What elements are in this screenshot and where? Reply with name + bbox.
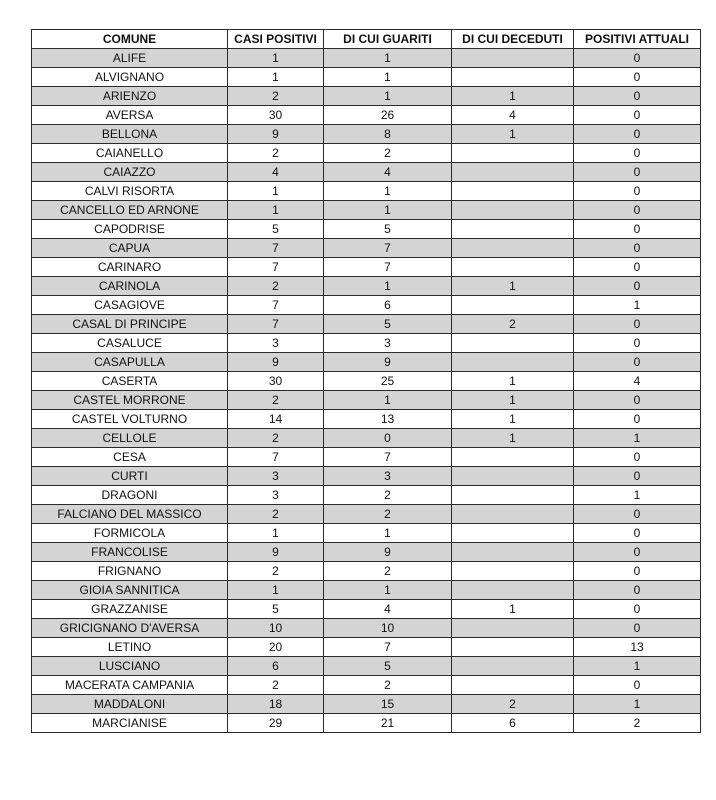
table-row	[32, 695, 701, 714]
cell-comune: CAIANELLO	[32, 144, 228, 163]
covid-cases-table	[31, 29, 701, 733]
cell-di-cui-guariti: 1	[324, 201, 452, 220]
cell-comune: DRAGONI	[32, 486, 228, 505]
cell-positivi-attuali: 0	[574, 49, 701, 68]
table-row	[32, 410, 701, 429]
cell-comune: LUSCIANO	[32, 657, 228, 676]
cell-positivi-attuali: 1	[574, 296, 701, 315]
table-row	[32, 144, 701, 163]
cell-casi-positivi: 20	[228, 638, 324, 657]
cell-di-cui-guariti: 9	[324, 353, 452, 372]
cell-positivi-attuali: 0	[574, 619, 701, 638]
cell-positivi-attuali: 1	[574, 486, 701, 505]
cell-di-cui-guariti: 1	[324, 277, 452, 296]
cell-di-cui-guariti: 2	[324, 676, 452, 695]
cell-di-cui-guariti: 5	[324, 657, 452, 676]
table-row	[32, 125, 701, 144]
cell-casi-positivi: 14	[228, 410, 324, 429]
cell-comune: BELLONA	[32, 125, 228, 144]
cell-positivi-attuali: 0	[574, 258, 701, 277]
cell-di-cui-guariti: 26	[324, 106, 452, 125]
cell-comune: CASERTA	[32, 372, 228, 391]
cell-casi-positivi: 9	[228, 125, 324, 144]
cell-comune: CASTEL VOLTURNO	[32, 410, 228, 429]
cell-casi-positivi: 6	[228, 657, 324, 676]
cell-di-cui-deceduti	[452, 353, 574, 372]
cell-di-cui-guariti: 10	[324, 619, 452, 638]
table-row	[32, 353, 701, 372]
cell-comune: CURTI	[32, 467, 228, 486]
header-casi-positivi: CASI POSITIVI	[228, 30, 324, 49]
cell-positivi-attuali: 0	[574, 467, 701, 486]
cell-di-cui-guariti: 9	[324, 543, 452, 562]
table-header-row	[32, 30, 701, 49]
cell-positivi-attuali: 0	[574, 106, 701, 125]
cell-casi-positivi: 5	[228, 600, 324, 619]
cell-comune: CANCELLO ED ARNONE	[32, 201, 228, 220]
cell-di-cui-deceduti	[452, 562, 574, 581]
cell-comune: GRICIGNANO D'AVERSA	[32, 619, 228, 638]
table-row	[32, 372, 701, 391]
table-row	[32, 258, 701, 277]
cell-positivi-attuali: 1	[574, 695, 701, 714]
header-di-cui-guariti: DI CUI GUARITI	[324, 30, 452, 49]
cell-positivi-attuali: 0	[574, 277, 701, 296]
cell-casi-positivi: 7	[228, 258, 324, 277]
cell-comune: GIOIA SANNITICA	[32, 581, 228, 600]
cell-di-cui-deceduti: 1	[452, 429, 574, 448]
cell-positivi-attuali: 0	[574, 68, 701, 87]
cell-di-cui-deceduti: 2	[452, 315, 574, 334]
cell-di-cui-guariti: 1	[324, 524, 452, 543]
table-row	[32, 296, 701, 315]
table-row	[32, 239, 701, 258]
cell-comune: CAPUA	[32, 239, 228, 258]
cell-di-cui-deceduti: 1	[452, 125, 574, 144]
cell-comune: CASAL DI PRINCIPE	[32, 315, 228, 334]
cell-casi-positivi: 2	[228, 562, 324, 581]
cell-comune: AVERSA	[32, 106, 228, 125]
cell-casi-positivi: 3	[228, 467, 324, 486]
cell-di-cui-guariti: 1	[324, 581, 452, 600]
cell-di-cui-guariti: 13	[324, 410, 452, 429]
cell-positivi-attuali: 0	[574, 448, 701, 467]
table-row	[32, 543, 701, 562]
cell-di-cui-guariti: 1	[324, 49, 452, 68]
table-row	[32, 676, 701, 695]
cell-positivi-attuali: 0	[574, 505, 701, 524]
table-row	[32, 429, 701, 448]
cell-comune: ALIFE	[32, 49, 228, 68]
cell-di-cui-guariti: 3	[324, 334, 452, 353]
cell-di-cui-guariti: 1	[324, 68, 452, 87]
cell-comune: FRIGNANO	[32, 562, 228, 581]
cell-di-cui-deceduti: 1	[452, 600, 574, 619]
cell-di-cui-deceduti	[452, 239, 574, 258]
cell-casi-positivi: 29	[228, 714, 324, 733]
table-body	[32, 49, 701, 733]
table-row	[32, 619, 701, 638]
cell-comune: CASAGIOVE	[32, 296, 228, 315]
table-row	[32, 714, 701, 733]
cell-di-cui-deceduti	[452, 638, 574, 657]
header-comune: COMUNE	[32, 30, 228, 49]
cell-comune: MADDALONI	[32, 695, 228, 714]
cell-positivi-attuali: 0	[574, 201, 701, 220]
table-row	[32, 49, 701, 68]
cell-casi-positivi: 10	[228, 619, 324, 638]
cell-comune: FORMICOLA	[32, 524, 228, 543]
cell-positivi-attuali: 1	[574, 657, 701, 676]
cell-di-cui-deceduti	[452, 163, 574, 182]
table-row	[32, 486, 701, 505]
cell-comune: CASAPULLA	[32, 353, 228, 372]
cell-di-cui-deceduti: 4	[452, 106, 574, 125]
cell-casi-positivi: 1	[228, 581, 324, 600]
cell-comune: CESA	[32, 448, 228, 467]
cell-casi-positivi: 1	[228, 524, 324, 543]
cell-di-cui-guariti: 7	[324, 638, 452, 657]
cell-positivi-attuali: 0	[574, 524, 701, 543]
table-row	[32, 505, 701, 524]
cell-comune: CALVI RISORTA	[32, 182, 228, 201]
cell-di-cui-deceduti	[452, 543, 574, 562]
cell-comune: GRAZZANISE	[32, 600, 228, 619]
cell-di-cui-guariti: 2	[324, 144, 452, 163]
cell-casi-positivi: 2	[228, 505, 324, 524]
cell-comune: MARCIANISE	[32, 714, 228, 733]
cell-casi-positivi: 4	[228, 163, 324, 182]
cell-casi-positivi: 5	[228, 220, 324, 239]
table-row	[32, 220, 701, 239]
cell-positivi-attuali: 0	[574, 600, 701, 619]
cell-casi-positivi: 2	[228, 87, 324, 106]
table-row	[32, 106, 701, 125]
cell-di-cui-guariti: 5	[324, 220, 452, 239]
cell-comune: MACERATA CAMPANIA	[32, 676, 228, 695]
cell-comune: FALCIANO DEL MASSICO	[32, 505, 228, 524]
cell-di-cui-deceduti	[452, 619, 574, 638]
cell-di-cui-deceduti	[452, 581, 574, 600]
cell-positivi-attuali: 0	[574, 125, 701, 144]
cell-casi-positivi: 9	[228, 353, 324, 372]
cell-di-cui-deceduti	[452, 657, 574, 676]
table-row	[32, 657, 701, 676]
cell-positivi-attuali: 0	[574, 334, 701, 353]
cell-di-cui-deceduti: 2	[452, 695, 574, 714]
cell-comune: CELLOLE	[32, 429, 228, 448]
cell-di-cui-deceduti	[452, 144, 574, 163]
table-row	[32, 391, 701, 410]
table-row	[32, 68, 701, 87]
cell-positivi-attuali: 0	[574, 410, 701, 429]
cell-casi-positivi: 18	[228, 695, 324, 714]
cell-casi-positivi: 2	[228, 277, 324, 296]
cell-di-cui-guariti: 4	[324, 163, 452, 182]
cell-casi-positivi: 2	[228, 391, 324, 410]
cell-comune: CAIAZZO	[32, 163, 228, 182]
cell-comune: CARINOLA	[32, 277, 228, 296]
cell-di-cui-guariti: 7	[324, 239, 452, 258]
cell-di-cui-guariti: 2	[324, 486, 452, 505]
cell-di-cui-deceduti: 1	[452, 277, 574, 296]
table-row	[32, 163, 701, 182]
table-row	[32, 600, 701, 619]
cell-di-cui-deceduti	[452, 486, 574, 505]
table-row	[32, 524, 701, 543]
cell-di-cui-guariti: 4	[324, 600, 452, 619]
cell-di-cui-deceduti	[452, 524, 574, 543]
table-row	[32, 201, 701, 220]
cell-di-cui-deceduti	[452, 68, 574, 87]
table-row	[32, 315, 701, 334]
cell-casi-positivi: 9	[228, 543, 324, 562]
cell-di-cui-deceduti: 1	[452, 372, 574, 391]
header-di-cui-deceduti: DI CUI DECEDUTI	[452, 30, 574, 49]
cell-comune: LETINO	[32, 638, 228, 657]
cell-di-cui-guariti: 1	[324, 87, 452, 106]
cell-positivi-attuali: 0	[574, 239, 701, 258]
cell-comune: FRANCOLISE	[32, 543, 228, 562]
cell-di-cui-guariti: 21	[324, 714, 452, 733]
cell-casi-positivi: 3	[228, 486, 324, 505]
table-row	[32, 638, 701, 657]
cell-positivi-attuali: 0	[574, 220, 701, 239]
cell-casi-positivi: 1	[228, 68, 324, 87]
header-positivi-attuali: POSITIVI ATTUALI	[574, 30, 701, 49]
cell-di-cui-deceduti	[452, 505, 574, 524]
cell-casi-positivi: 7	[228, 448, 324, 467]
table-row	[32, 277, 701, 296]
cell-di-cui-deceduti: 6	[452, 714, 574, 733]
cell-positivi-attuali: 0	[574, 87, 701, 106]
table-row	[32, 562, 701, 581]
cell-comune: CARINARO	[32, 258, 228, 277]
table-row	[32, 87, 701, 106]
cell-casi-positivi: 1	[228, 201, 324, 220]
cell-casi-positivi: 3	[228, 334, 324, 353]
cell-di-cui-guariti: 2	[324, 505, 452, 524]
cell-positivi-attuali: 0	[574, 543, 701, 562]
cell-comune: ALVIGNANO	[32, 68, 228, 87]
cell-positivi-attuali: 0	[574, 353, 701, 372]
cell-casi-positivi: 2	[228, 144, 324, 163]
cell-di-cui-guariti: 15	[324, 695, 452, 714]
cell-di-cui-deceduti: 1	[452, 87, 574, 106]
cell-casi-positivi: 30	[228, 372, 324, 391]
cell-positivi-attuali: 2	[574, 714, 701, 733]
cell-di-cui-guariti: 1	[324, 391, 452, 410]
cell-comune: ARIENZO	[32, 87, 228, 106]
cell-di-cui-deceduti	[452, 258, 574, 277]
cell-positivi-attuali: 0	[574, 182, 701, 201]
cell-di-cui-guariti: 7	[324, 258, 452, 277]
cell-casi-positivi: 2	[228, 429, 324, 448]
cell-comune: CAPODRISE	[32, 220, 228, 239]
cell-di-cui-guariti: 5	[324, 315, 452, 334]
cell-di-cui-deceduti	[452, 296, 574, 315]
table-row	[32, 467, 701, 486]
cell-di-cui-guariti: 1	[324, 182, 452, 201]
cell-positivi-attuali: 0	[574, 562, 701, 581]
cell-casi-positivi: 7	[228, 239, 324, 258]
cell-di-cui-deceduti	[452, 676, 574, 695]
table-row	[32, 182, 701, 201]
cell-positivi-attuali: 0	[574, 163, 701, 182]
cell-positivi-attuali: 0	[574, 144, 701, 163]
cell-casi-positivi: 2	[228, 676, 324, 695]
cell-positivi-attuali: 0	[574, 581, 701, 600]
cell-di-cui-deceduti	[452, 201, 574, 220]
table-row	[32, 334, 701, 353]
cell-positivi-attuali: 13	[574, 638, 701, 657]
cell-casi-positivi: 1	[228, 182, 324, 201]
cell-positivi-attuali: 0	[574, 676, 701, 695]
cell-casi-positivi: 7	[228, 296, 324, 315]
cell-positivi-attuali: 0	[574, 315, 701, 334]
cell-di-cui-deceduti: 1	[452, 410, 574, 429]
cell-di-cui-guariti: 25	[324, 372, 452, 391]
cell-di-cui-deceduti: 1	[452, 391, 574, 410]
cell-di-cui-deceduti	[452, 220, 574, 239]
cell-positivi-attuali: 4	[574, 372, 701, 391]
cell-casi-positivi: 1	[228, 49, 324, 68]
cell-di-cui-guariti: 6	[324, 296, 452, 315]
cell-di-cui-deceduti	[452, 182, 574, 201]
cell-di-cui-deceduti	[452, 334, 574, 353]
cell-comune: CASALUCE	[32, 334, 228, 353]
cell-di-cui-deceduti	[452, 448, 574, 467]
table-row	[32, 581, 701, 600]
cell-comune: CASTEL MORRONE	[32, 391, 228, 410]
cell-di-cui-guariti: 3	[324, 467, 452, 486]
cell-casi-positivi: 7	[228, 315, 324, 334]
table-row	[32, 448, 701, 467]
cell-positivi-attuali: 1	[574, 429, 701, 448]
cell-di-cui-deceduti	[452, 49, 574, 68]
cell-di-cui-guariti: 7	[324, 448, 452, 467]
cell-di-cui-guariti: 2	[324, 562, 452, 581]
cell-positivi-attuali: 0	[574, 391, 701, 410]
cell-di-cui-guariti: 8	[324, 125, 452, 144]
cell-di-cui-guariti: 0	[324, 429, 452, 448]
cell-casi-positivi: 30	[228, 106, 324, 125]
cell-di-cui-deceduti	[452, 467, 574, 486]
